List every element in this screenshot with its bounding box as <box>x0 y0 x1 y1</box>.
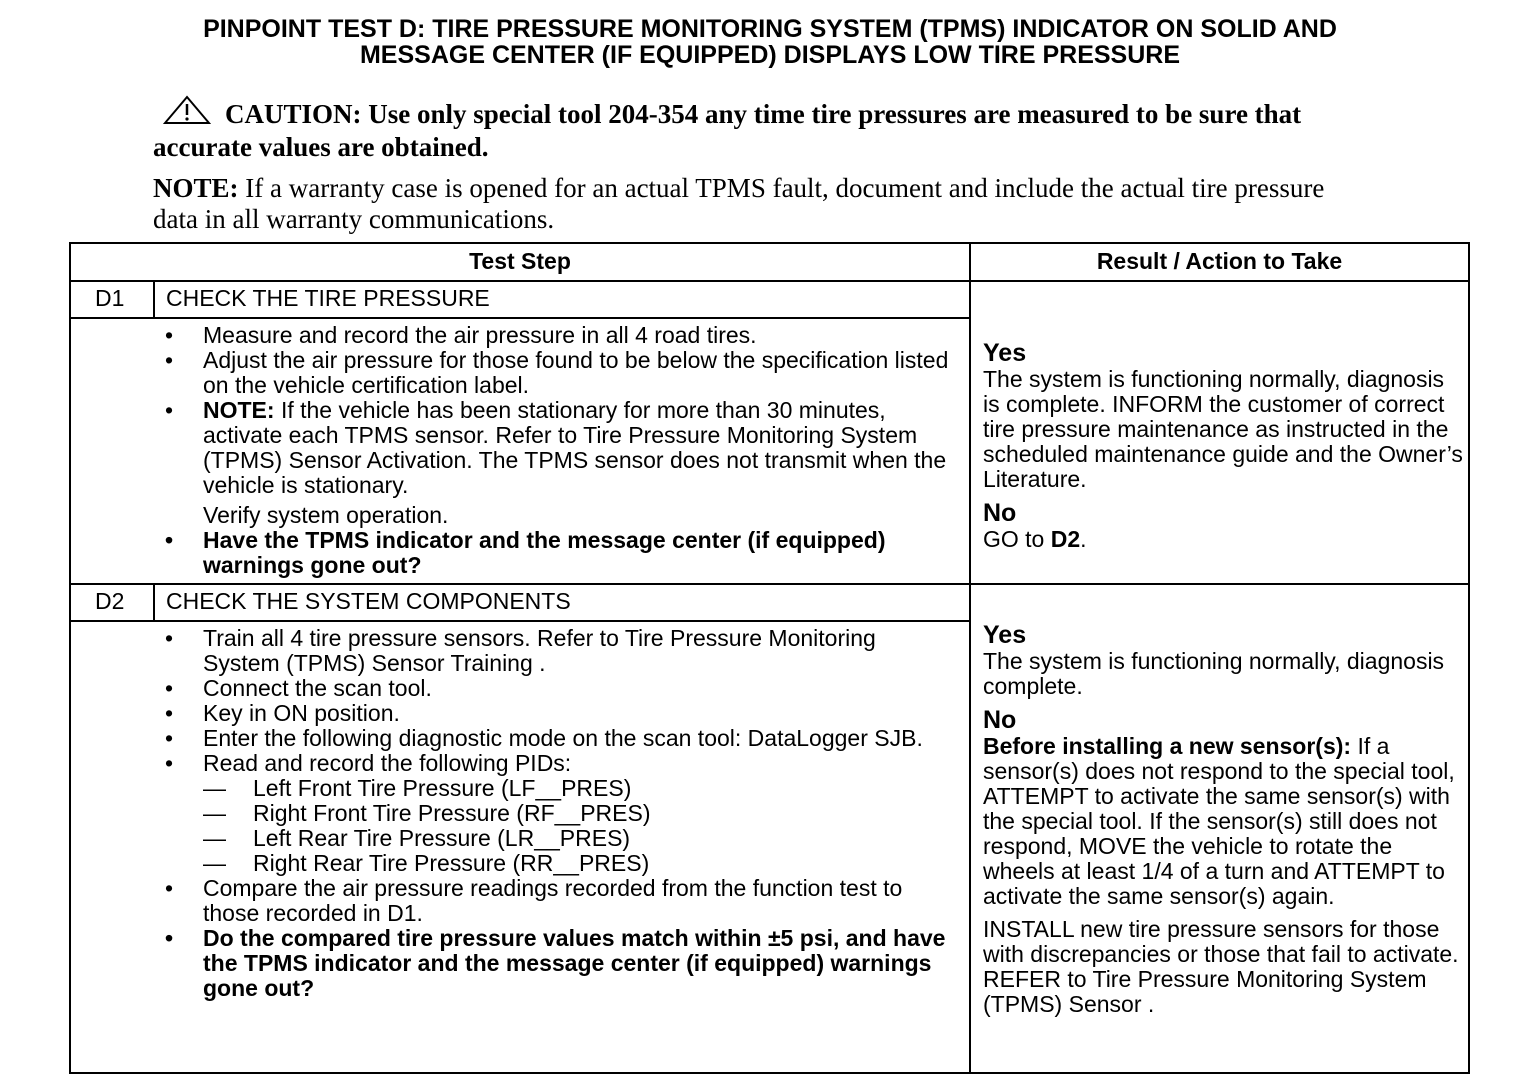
warning-triangle-icon <box>163 95 211 132</box>
diagnostic-table <box>69 242 1470 1074</box>
yes-label: Yes <box>983 621 1027 649</box>
go-to-suffix: . <box>1080 526 1087 552</box>
no-label: No <box>983 499 1017 527</box>
list-item <box>165 751 955 876</box>
no-text <box>983 527 1463 552</box>
no-detail-text: If a sensor(s) does not respond to the special tool, ATTEMPT to activate the same sensor(s) with the special tool. If the sensor(s) still does not respond, MOVE the vehicle to rotate the wheels at least 1/4 of a turn and ATTEMPT to activate the same sensor(s) again. <box>983 733 1455 909</box>
page-title <box>60 16 1480 68</box>
question-d2: • Do the compared tire pressure values match within ±5 psi, and have the TPMS indicator and the message center (if equipped) warnings gone out? <box>165 926 955 1001</box>
list-item: • Enter the following diagnostic mode on the scan tool: DataLogger SJB. <box>165 726 955 751</box>
note-after-text: Verify system operation. <box>203 502 449 528</box>
note-block <box>153 173 1353 235</box>
pids-intro: Read and record the following PIDs: <box>203 750 572 776</box>
step-body-d2 <box>165 626 955 1001</box>
list-item: • Connect the scan tool. <box>165 676 955 701</box>
note-label: NOTE: <box>203 397 275 423</box>
pid-item: — Left Front Tire Pressure (LF__PRES) <box>203 776 955 801</box>
header-result: Result / Action to Take <box>1096 248 1343 274</box>
caution-block <box>153 95 1353 163</box>
no-label: No <box>983 706 1017 734</box>
no-text <box>983 734 1465 909</box>
list-item <box>165 398 955 528</box>
go-to-target: D2 <box>1050 526 1081 552</box>
note-text: If a warranty case is opened for an actual TPMS fault, document and include the actual tire pressure data in all warranty communications. <box>153 173 1325 234</box>
result-d2 <box>983 622 1465 1017</box>
pid-item: — Left Rear Tire Pressure (LR__PRES) <box>203 826 955 851</box>
note-label: NOTE: <box>153 173 239 203</box>
step-id-d2: D2 <box>95 588 125 614</box>
no-bold-text: Before installing a new sensor(s): <box>983 733 1352 759</box>
pid-item: — Right Rear Tire Pressure (RR__PRES) <box>203 851 955 876</box>
install-text: INSTALL new tire pressure sensors for those with discrepancies or those that fail to activate. REFER to Tire Pressure Monitoring System (TPMS) Sensor . <box>983 916 1459 1017</box>
result-d1 <box>983 340 1463 552</box>
list-item: • Train all 4 tire pressure sensors. Refer to Tire Pressure Monitoring System (TPMS) Sensor Training . <box>165 626 955 676</box>
header-test-step: Test Step <box>469 248 571 274</box>
list-item: • Compare the air pressure readings recorded from the function test to those recorded in D1. <box>165 876 955 926</box>
title-line-2: MESSAGE CENTER (IF EQUIPPED) DISPLAYS LOW TIRE PRESSURE <box>359 41 1181 69</box>
question-d1: • Have the TPMS indicator and the message center (if equipped) warnings gone out? <box>165 528 955 578</box>
note-text: If the vehicle has been stationary for more than 30 minutes, activate each TPMS sensor. Refer to Tire Pressure Monitoring System (TPMS) Sensor Activation. The TPMS sensor does not transmit when the vehicle is stationary. <box>203 397 947 498</box>
list-item: • Key in ON position. <box>165 701 955 726</box>
caution-text: CAUTION: Use only special tool 204-354 any time tire pressures are measured to be sure that accurate values are obtained. <box>153 99 1302 162</box>
yes-label: Yes <box>983 339 1027 367</box>
step-body-d1 <box>165 323 955 578</box>
list-item: • Measure and record the air pressure in all 4 road tires. <box>165 323 955 348</box>
step-id-d1: D1 <box>95 285 125 311</box>
step-heading-d2: CHECK THE SYSTEM COMPONENTS <box>166 588 571 614</box>
title-line-1: PINPOINT TEST D: TIRE PRESSURE MONITORING SYSTEM (TPMS) INDICATOR ON SOLID AND <box>203 15 1337 43</box>
step-heading-d1: CHECK THE TIRE PRESSURE <box>166 285 490 311</box>
yes-text: The system is functioning normally, diagnosis complete. <box>983 648 1445 699</box>
list-item: • Adjust the air pressure for those found to be below the specification listed on the vehicle certification label. <box>165 348 955 398</box>
yes-text: The system is functioning normally, diagnosis is complete. INFORM the customer of correct tire pressure maintenance as instructed in the scheduled maintenance guide and the Owner’s Literature. <box>983 366 1463 492</box>
go-to-text: GO to <box>983 526 1045 552</box>
pid-item: — Right Front Tire Pressure (RF__PRES) <box>203 801 955 826</box>
